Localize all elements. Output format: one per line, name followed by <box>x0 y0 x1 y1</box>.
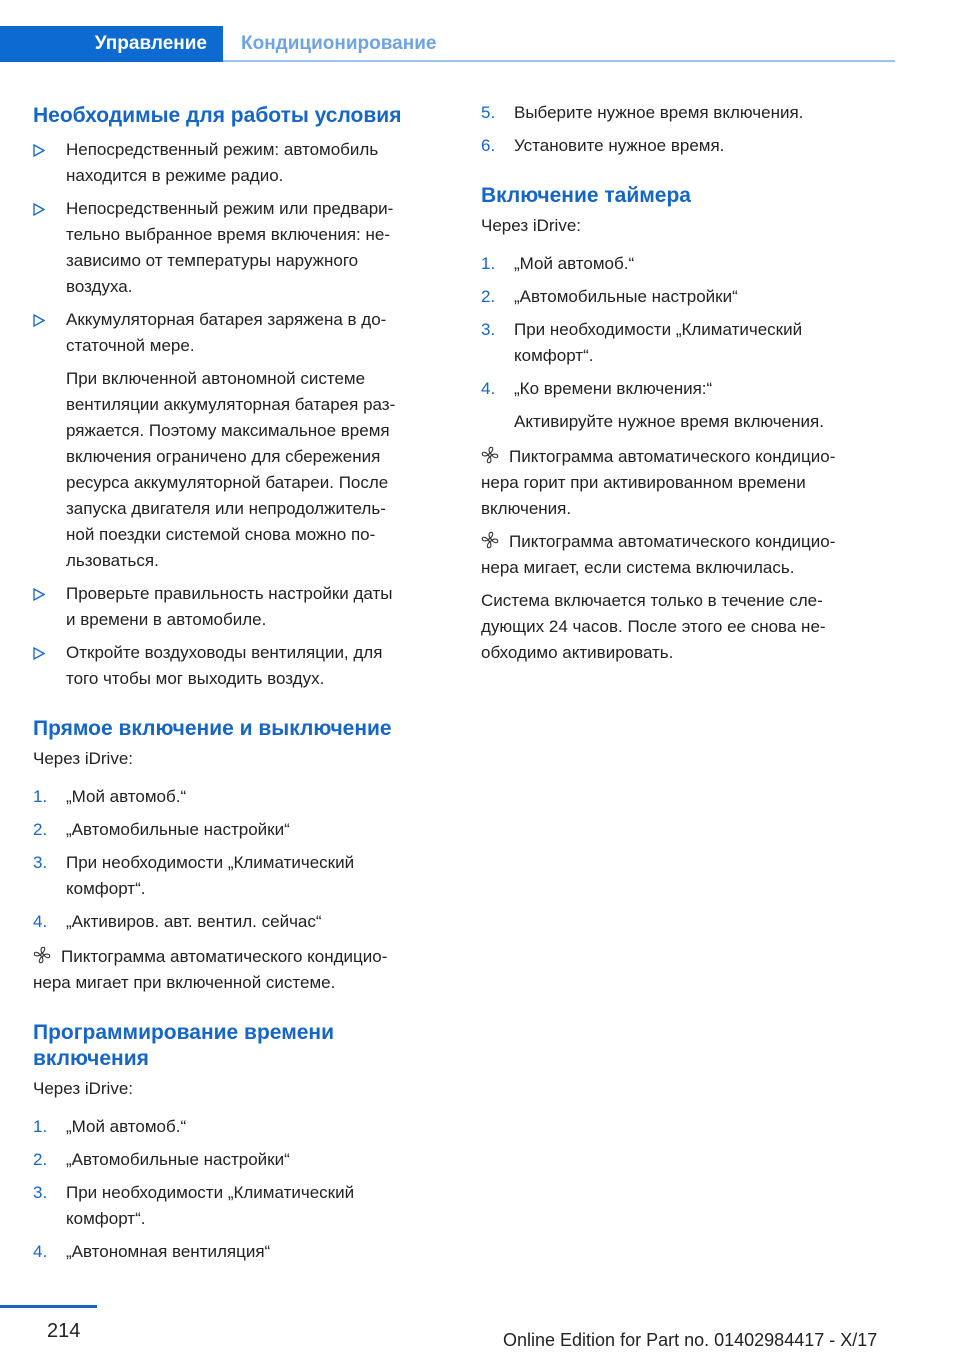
step-line: „Мой автомоб.“ <box>514 254 635 273</box>
item-line: Откройте воздуховоды вентиляции, для <box>66 643 383 662</box>
edition-footer: Online Edition for Part no. 01402984417 - X/17 <box>503 1330 878 1350</box>
section-tab-active: Управление <box>0 26 223 62</box>
intro-text: Через iDrive: <box>481 216 582 235</box>
header-divider <box>223 60 895 62</box>
step-number: 6. <box>481 136 496 155</box>
step-number: 4. <box>33 1242 48 1261</box>
step-line: При необходимости „Климатический <box>514 320 803 339</box>
note-line: запуска двигателя или непродолжитель‐ <box>66 499 386 518</box>
heading-program-time <box>33 1020 448 1072</box>
item-line: и времени в автомобиле. <box>66 610 267 629</box>
step-item <box>33 1180 448 1232</box>
note-line: нера мигает, если система включилась. <box>481 558 795 577</box>
paragraph-line: дующих 24 часов. После этого ее снова не‐ <box>481 617 826 636</box>
step-line: комфорт“. <box>66 1209 146 1228</box>
list-item <box>33 581 448 633</box>
step-number: 3. <box>33 1183 48 1202</box>
note-line: ресурса аккумуляторной батареи. После <box>66 473 389 492</box>
step-number: 2. <box>481 287 496 306</box>
bullet-triangle-icon <box>33 144 45 157</box>
note-line: При включенной автономной системе <box>66 369 366 388</box>
item-line: Проверьте правильность настройки даты <box>66 584 393 603</box>
heading-line: включения <box>33 1047 149 1070</box>
intro-text: Через iDrive: <box>33 1079 134 1098</box>
step-number: 1. <box>481 254 496 273</box>
step-item <box>481 133 901 159</box>
item-line: зависимо от температуры наружного <box>66 251 359 270</box>
note-line: ряжается. Поэтому максимальное время <box>66 421 390 440</box>
bullet-triangle-icon <box>33 588 45 601</box>
step-line: При необходимости „Климатический <box>66 853 355 872</box>
step-line: комфорт“. <box>514 346 594 365</box>
item-line: находится в режиме радио. <box>66 166 284 185</box>
item-line: тельно выбранное время включения: не‐ <box>66 225 390 244</box>
step-line: Выберите нужное время включения. <box>514 103 804 122</box>
fan-icon <box>481 446 499 464</box>
list-item <box>33 640 448 692</box>
step-number: 4. <box>481 379 496 398</box>
item-line: Непосредственный режим или предвари‐ <box>66 199 394 218</box>
step-item <box>481 100 901 126</box>
section-tab-inactive: Кондиционирование <box>241 33 437 54</box>
step-number: 1. <box>33 787 48 806</box>
step-line: „Активиров. авт. вентил. сейчас“ <box>66 912 322 931</box>
step-line: „Автомобильные настройки“ <box>66 820 290 839</box>
paragraph-line: Система включается только в течение сле‐ <box>481 591 823 610</box>
step-line: „Автомобильные настройки“ <box>66 1150 290 1169</box>
paragraph-line: обходимо активировать. <box>481 643 674 662</box>
page-number: 214 <box>47 1320 81 1342</box>
heading-line: Программирование времени <box>33 1021 335 1044</box>
step-item <box>33 850 448 902</box>
intro-text: Через iDrive: <box>33 749 134 768</box>
left-column <box>33 100 448 1265</box>
heading-timer-on: Включение таймера <box>481 184 691 207</box>
icon-note <box>481 444 901 522</box>
item-line: воздуха. <box>66 277 133 296</box>
icon-note <box>33 944 448 996</box>
step-number: 2. <box>33 820 48 839</box>
right-column <box>481 100 901 666</box>
step-line: „Автономная вентиляция“ <box>66 1242 271 1261</box>
heading-requirements: Необходимые для работы условия <box>33 104 402 127</box>
step-subtext: Активируйте нужное время включения. <box>514 412 824 431</box>
item-line: Аккумуляторная батарея заряжена в до‐ <box>66 310 387 329</box>
step-number: 3. <box>33 853 48 872</box>
note-line: включения ограничено для сбережения <box>66 447 381 466</box>
step-line: „Автомобильные настройки“ <box>514 287 738 306</box>
step-item <box>481 376 901 435</box>
step-item <box>481 284 901 310</box>
step-item <box>33 909 448 935</box>
battery-note <box>66 366 448 574</box>
note-line: нера горит при активированном времени <box>481 473 806 492</box>
page-header <box>0 0 895 62</box>
step-line: „Ко времени включения:“ <box>514 379 713 398</box>
heading-direct-on-off: Прямое включение и выключение <box>33 717 392 740</box>
note-line: нера мигает при включенной системе. <box>33 973 336 992</box>
step-item <box>481 251 901 277</box>
step-number: 4. <box>33 912 48 931</box>
item-line: того чтобы мог выходить воздух. <box>66 669 325 688</box>
step-item <box>33 784 448 810</box>
fan-icon <box>481 531 499 549</box>
list-item <box>33 307 448 574</box>
list-item <box>33 196 448 300</box>
note-line: Пиктограмма автоматического кондицио‐ <box>509 532 836 551</box>
note-line: Пиктограмма автоматического кондицио‐ <box>509 447 836 466</box>
item-line: статочной мере. <box>66 336 195 355</box>
step-line: При необходимости „Климатический <box>66 1183 355 1202</box>
step-line: комфорт“. <box>66 879 146 898</box>
note-line: ной поездки системой снова можно по‐ <box>66 525 376 544</box>
step-number: 2. <box>33 1150 48 1169</box>
step-item <box>481 317 901 369</box>
item-line: Непосредственный режим: автомобиль <box>66 140 379 159</box>
step-line: Установите нужное время. <box>514 136 725 155</box>
page-number-bar <box>0 1305 97 1308</box>
step-number: 1. <box>33 1117 48 1136</box>
step-item <box>33 1147 448 1173</box>
note-line: льзоваться. <box>66 551 159 570</box>
step-item <box>33 817 448 843</box>
bullet-triangle-icon <box>33 314 45 327</box>
final-paragraph <box>481 588 901 666</box>
step-item <box>33 1114 448 1140</box>
step-item <box>33 1239 448 1265</box>
bullet-triangle-icon <box>33 203 45 216</box>
list-item <box>33 137 448 189</box>
note-line: вентиляции аккумуляторная батарея раз‐ <box>66 395 396 414</box>
bullet-triangle-icon <box>33 647 45 660</box>
icon-note <box>481 529 901 581</box>
note-line: включения. <box>481 499 572 518</box>
note-line: Пиктограмма автоматического кондицио‐ <box>61 947 388 966</box>
step-line: „Мой автомоб.“ <box>66 787 187 806</box>
step-number: 5. <box>481 103 496 122</box>
step-line: „Мой автомоб.“ <box>66 1117 187 1136</box>
fan-icon <box>33 946 51 964</box>
step-number: 3. <box>481 320 496 339</box>
